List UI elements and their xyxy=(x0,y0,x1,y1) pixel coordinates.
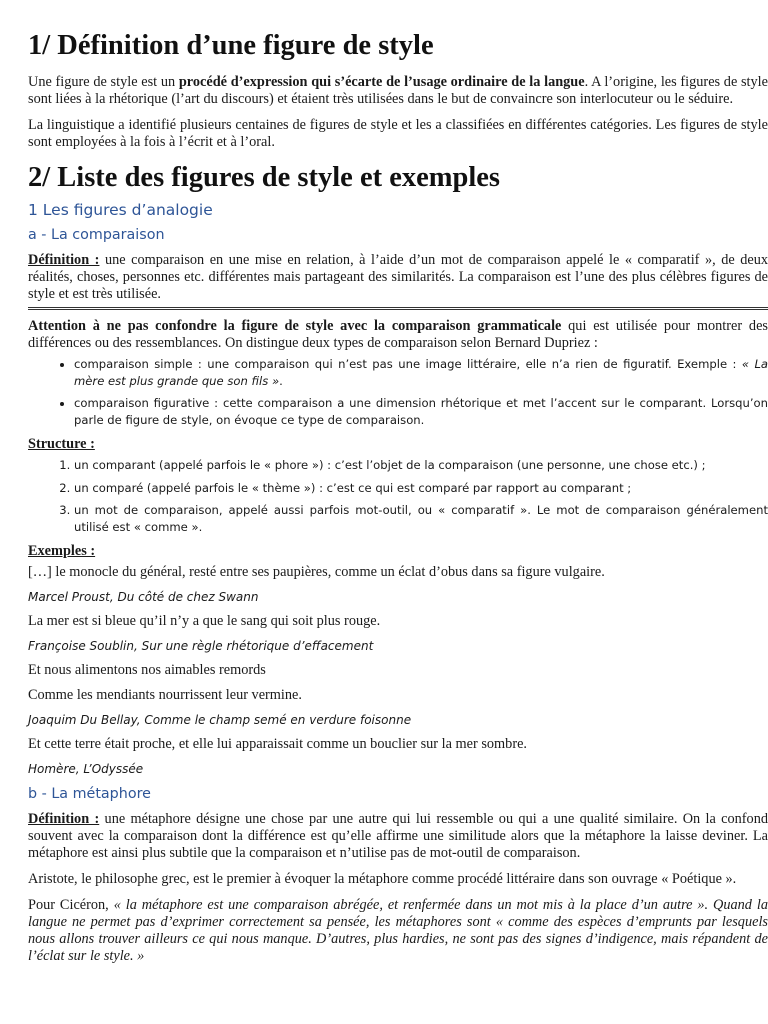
text-span: Pour Cicéron, xyxy=(28,897,114,913)
example-quote: La mer est si bleue qu’il n’y a que le sang qui soit plus rouge. xyxy=(28,613,381,629)
section1-title: 1/ Définition d’une figure de style xyxy=(28,30,434,61)
example-quote: Et nous alimentons nos aimables remords xyxy=(28,662,266,678)
definition-label: Définition : xyxy=(28,811,100,827)
text-span: Une figure de style est un xyxy=(28,74,179,90)
definition-label: Définition : xyxy=(28,252,100,268)
heading-comparaison: a - La comparaison xyxy=(28,227,165,243)
ciceron-quote: « la métaphore est une comparaison abrégée, et renfermée dans un mot mis à la place d’un autre ». Quand la langue ne permet pas d’exprimer correctement sa pensée, les métaphores sont « comme des espèces d’emprunts par lesquels nous allons trouver ailleurs ce qui nous manque. D’autres, plus hardies, ne sont pas des signes d’indigence, mais répandent de l’éclat sur le style. » xyxy=(28,897,768,964)
list-item-end: . xyxy=(279,373,283,388)
example-source: Marcel Proust, Du côté de chez Swann xyxy=(28,590,259,604)
list-item: 2. un comparé (appelé parfois le « thème ») : c’est ce qui est comparé par rapport au comparant ; xyxy=(74,480,768,497)
example-quote: […] le monocle du général, resté entre ses paupières, comme un éclat d’obus dans sa figure vulgaire. xyxy=(28,564,605,580)
metaphore-definition xyxy=(28,811,768,862)
definition-text: une comparaison en une mise en relation, à l’aide d’un mot de comparaison appelé le « comparatif », de deux réalités, choses, personnes etc. différentes mais partageant des similarités. La comparaison est l’une des plus célèbres figures de style et est très utilisée. xyxy=(28,252,768,302)
text-span: . A l’origine, les figures de style sont liées à la rhétorique (l’art du discours) et étaient très utilisées dans le but de convaincre son interlocuteur ou le séduire. xyxy=(28,74,768,107)
horizontal-rule xyxy=(28,307,768,310)
example-quote: Et cette terre était proche, et elle lui apparaissait comme un bouclier sur la mer sombre. xyxy=(28,736,527,752)
example-source: Homère, L’Odyssée xyxy=(28,762,144,776)
example-source: Joaquim Du Bellay, Comme le champ semé en verdure foisonne xyxy=(28,713,412,727)
definition-text: une métaphore désigne une chose par une autre qui lui ressemble ou qui a une qualité similaire. On la confond souvent avec la comparaison dont la différence est qu’elle affirme une similitude alors que la métaphore la laisse deviner. La métaphore est ainsi plus subtile que la comparaison et n’utilise pas de mot-outil de comparaison. xyxy=(28,811,768,861)
structure-label-line xyxy=(28,436,768,453)
examples-label-line xyxy=(28,543,768,560)
example-quote: Comme les mendiants nourrissent leur vermine. xyxy=(28,687,302,703)
document-page xyxy=(28,0,768,965)
structure-list xyxy=(28,457,768,535)
attention-text: qui est utilisée pour montrer des différences ou des ressemblances. On distingue deux types de comparaison selon Bernard Dupriez : xyxy=(28,318,768,351)
list-item-text: comparaison simple : une comparaison qui n’est pas une image littéraire, elle n’a rien de figuratif. Exemple : xyxy=(74,357,742,371)
attention-bold: Attention à ne pas confondre la figure de style avec la comparaison grammaticale xyxy=(28,318,562,334)
section1-paragraph-1 xyxy=(28,74,768,108)
comparison-types-list xyxy=(28,356,768,428)
list-item xyxy=(74,356,768,389)
subsection-heading-analogie: 1 Les figures d’analogie xyxy=(28,201,213,219)
list-item: 3. un mot de comparaison, appelé aussi parfois mot-outil, ou « comparatif ». Le mot de comparaison généralement utilisé est « comme ». xyxy=(74,502,768,535)
attention-paragraph xyxy=(28,318,768,352)
heading-metaphore: b - La métaphore xyxy=(28,786,151,802)
comparaison-definition xyxy=(28,252,768,303)
list-item: 1. un comparant (appelé parfois le « phore ») : c’est l’objet de la comparaison (une personne, une chose etc.) ; xyxy=(74,457,768,474)
aristote-paragraph: Aristote, le philosophe grec, est le premier à évoquer la métaphore comme procédé littéraire dans son ouvrage « Poétique ». xyxy=(28,871,737,887)
example-source: Françoise Soublin, Sur une règle rhétorique d’effacement xyxy=(28,639,374,653)
bold-definition: procédé d’expression qui s’écarte de l’usage ordinaire de la langue xyxy=(178,74,585,90)
list-item xyxy=(74,395,768,428)
list-item-text: comparaison figurative : cette comparaison a une dimension rhétorique et met l’accent sur le comparant. Lorsqu’on parle de figure de style, on évoque ce type de comparaison. xyxy=(74,396,768,427)
list-item-example: « La mère est plus grande que son fils » xyxy=(74,357,768,388)
section2-title: 2/ Liste des figures de style et exemples xyxy=(28,162,501,193)
ciceron-paragraph xyxy=(28,897,768,965)
examples-label: Exemples : xyxy=(28,543,96,559)
structure-label: Structure : xyxy=(28,436,95,452)
section1-paragraph-2: La linguistique a identifié plusieurs centaines de figures de style et les a classifiées en différentes catégories. Les figures de style sont employées à la fois à l’écrit et à l’oral. xyxy=(28,117,768,150)
